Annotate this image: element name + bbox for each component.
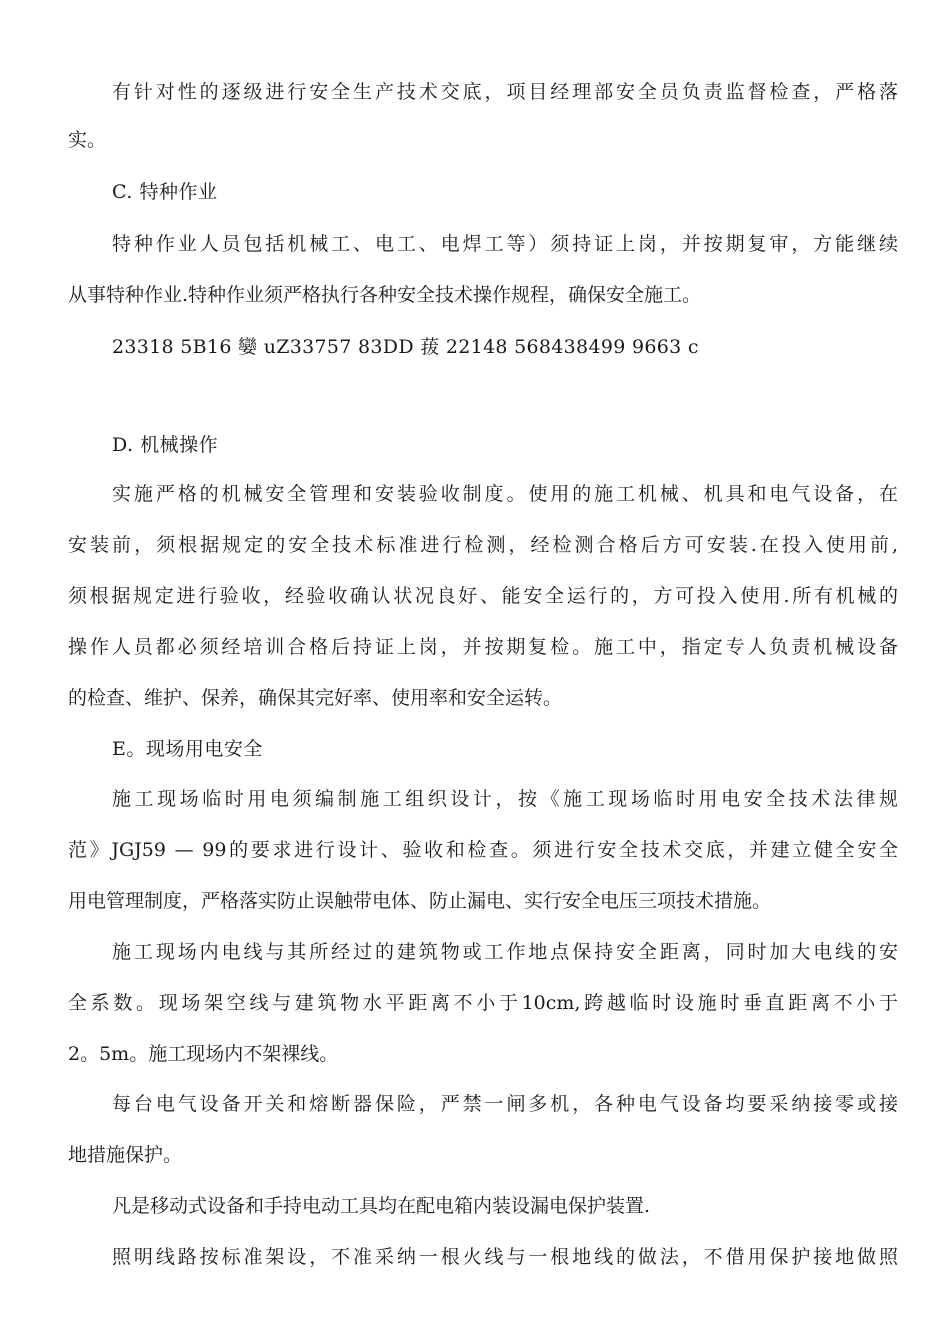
paragraph-line: 有针对性的逐级进行安全生产技术交底，项目经理部安全员负责监督检查，严格落 — [112, 81, 898, 103]
paragraph-line: 施工现场内电线与其所经过的建筑物或工作地点保持安全距离，同时加大电线的安 — [112, 941, 898, 963]
paragraph-line: 的检查、维护、保养，确保其完好率、使用率和安全运转。 — [68, 687, 563, 709]
paragraph-line: 每台电气设备开关和熔断器保险，严禁一闸多机，各种电气设备均要采纳接零或接 — [112, 1093, 898, 1115]
paragraph-line: 2。5m。施工现场内不架裸线。 — [68, 1043, 339, 1065]
paragraph-line: 从事特种作业.特种作业须严格执行各种安全技术操作规程，确保安全施工。 — [68, 284, 702, 306]
paragraph-line: 实施严格的机械安全管理和安装验收制度。使用的施工机械、机具和电气设备，在 — [112, 483, 898, 505]
paragraph-line: 范》JGJ59 — 99的要求进行设计、验收和检查。须进行安全技术交底，并建立健全安全 — [68, 839, 898, 861]
code-line: 23318 5B16 孌 uZ33757 83DD 菝 22148 568438499 9663 c — [112, 336, 699, 358]
paragraph-line: 地措施保护。 — [68, 1144, 183, 1166]
paragraph-line: 须根据规定进行验收，经验收确认状况良好、能安全运行的，方可投入使用.所有机械的 — [68, 585, 898, 607]
paragraph-line: 实。 — [68, 129, 107, 151]
section-heading-d: D. 机械操作 — [112, 434, 219, 456]
paragraph-line: 安装前，须根据规定的安全技术标准进行检测，经检测合格后方可安装.在投入使用前, — [68, 534, 898, 556]
paragraph-line: 特种作业人员包括机械工、电工、电焊工等）须持证上岗，并按期复审，方能继续 — [112, 233, 898, 255]
paragraph-line: 操作人员都必须经培训合格后持证上岗，并按期复检。施工中，指定专人负责机械设备 — [68, 636, 898, 658]
paragraph-line: 照明线路按标准架设，不准采纳一根火线与一根地线的做法，不借用保护接地做照 — [112, 1246, 898, 1268]
paragraph-line: 全系数。现场架空线与建筑物水平距离不小于10cm,跨越临时设施时垂直距离不小于 — [68, 992, 898, 1014]
paragraph-line: 施工现场临时用电须编制施工组织设计，按《施工现场临时用电安全技术法律规 — [112, 788, 898, 810]
section-heading-e: E。现场用电安全 — [112, 738, 263, 760]
paragraph-line: 用电管理制度，严格落实防止误触带电体、防止漏电、实行安全电压三项技术措施。 — [68, 890, 772, 912]
section-heading-c: C. 特种作业 — [112, 181, 218, 203]
paragraph-line: 凡是移动式设备和手持电动工具均在配电箱内装设漏电保护装置. — [112, 1195, 651, 1217]
